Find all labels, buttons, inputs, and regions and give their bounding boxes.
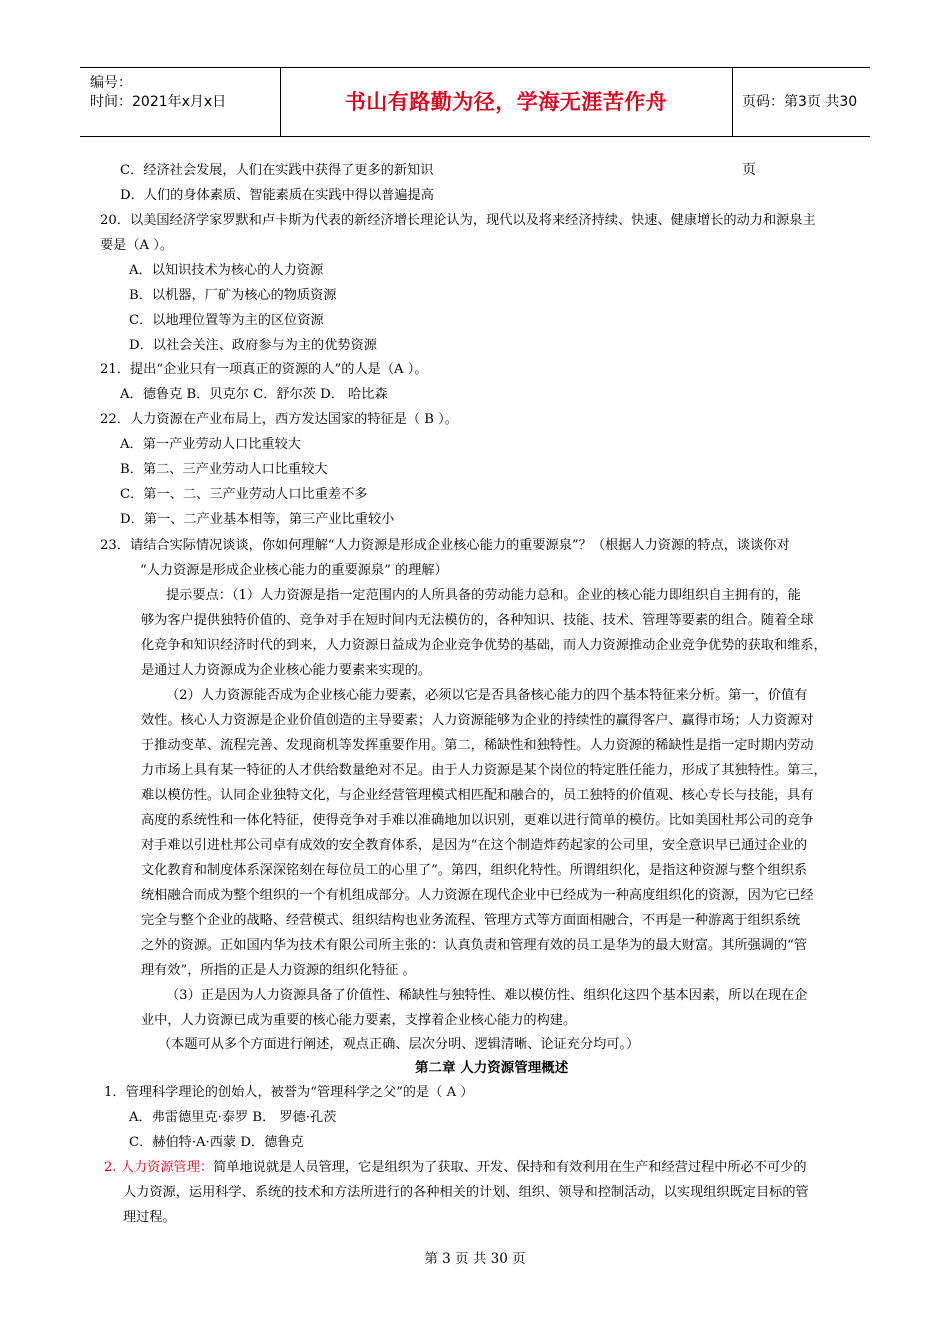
text-line: 力市场上具有某一特征的人才供给数量绝对不足。由于人力资源是某个岗位的特定胜任能力，形成了其独特性。第三，	[141, 763, 827, 778]
text-line: 够为客户提供独特价值的、竞争对手在短时间内无法模仿的，各种知识、技能、技术、管理等要素的组合。随着全球	[141, 613, 814, 628]
text-line: A．德鲁克 B．贝克尔 C．舒尔茨 D． 哈比森	[120, 387, 388, 402]
text-line: “人力资源是形成企业核心能力的重要源泉” 的理解）	[140, 563, 448, 578]
text-line: D．第一、二产业基本相等，第三产业比重较小	[120, 512, 395, 527]
text-line: 23．请结合实际情况谈谈，你如何理解“人力资源是形成企业核心能力的重要源泉”？（根据人力资源的特点，谈谈你对	[100, 538, 790, 553]
page-footer: 第 3 页 共 30 页	[424, 1251, 526, 1267]
text-line: 1．管理科学理论的创始人，被誉为“管理科学之父”的是（ A ）	[104, 1085, 474, 1100]
text-line: B．第二、三产业劳动人口比重较大	[120, 462, 328, 477]
text-line: C．经济社会发展，人们在实践中获得了更多的新知识	[120, 163, 434, 178]
text-line: D．人们的身体素质、智能素质在实践中得以普遍提高	[120, 188, 434, 203]
text-line: B．以机器，厂矿为核心的物质资源	[129, 288, 337, 303]
text-line: 21．提出“企业只有一项真正的资源的人”的人是（A ）。	[100, 362, 428, 377]
text-line: 文化教育和制度体系深深铭刻在每位员工的心里了”。第四，组织化特性。所谓组织化，是指这种资源与整个组织系	[141, 863, 808, 878]
text-line: 高度的系统性和一体化特征，使得竞争对手难以准确地加以识别，更难以进行简单的模仿。比如美国杜邦公司的竞争	[141, 813, 814, 828]
text-line: 提示要点：（1）人力资源是指一定范围内的人所具备的劳动能力总和。企业的核心能力即组织自主拥有的，能	[166, 588, 801, 603]
number-label: 编号：	[90, 75, 132, 91]
text-line: （3）正是因为人力资源具备了价值性、稀缺性与独特性、难以模仿性、组织化这四个基本因素，所以在现在企	[166, 988, 808, 1003]
text-line: 对手难以引进杜邦公司卓有成效的安全教育体系，是因为“在这个制造炸药起家的公司里，安全意识早已通过企业的	[141, 838, 808, 853]
text-line: 22．人力资源在产业布局上，西方发达国家的特征是（ B ）。	[100, 412, 458, 427]
text-line: 理过程。	[123, 1210, 176, 1225]
text-line: C．赫伯特·A·西蒙 D．德鲁克	[129, 1135, 304, 1150]
text-line: 要是（A ）。	[100, 238, 174, 253]
header-motto: 书山有路勤为径，学海无涯苦作舟	[280, 68, 733, 136]
text-line: 理有效”，所指的正是人力资源的组织化特征 。	[141, 963, 416, 978]
text-line: 20．以美国经济学家罗默和卢卡斯为代表的新经济增长理论认为，现代以及将来经济持续、快速、健康增长的动力和源泉主	[100, 213, 816, 228]
definition-label: 2. 人力资源管理：	[104, 1160, 214, 1175]
text-line: 完全与整个企业的战略、经营模式、组织结构也业务流程、管理方式等方面面相融合，不再是一种游离于组织系统	[141, 913, 801, 928]
text-line: 难以模仿性。认同企业独特文化，与企业经营管理模式相匹配和融合的，员工独特的价值观、核心专长与技能，具有	[141, 788, 814, 803]
text-line: 效性。核心人力资源是企业价值创造的主导要素；人力资源能够为企业的持续性的赢得客户、赢得市场；人力资源对	[141, 713, 814, 728]
header-page-info: 页码：第3页 共30页	[742, 94, 858, 178]
text-line: 化竞争和知识经济时代的到来，人力资源日益成为企业竞争优势的基础，而人力资源推动企业竞争优势的获取和维系，	[141, 638, 827, 653]
text-line: 于推动变革、流程完善、发现商机等发挥重要作用。第二，稀缺性和独特性。人力资源的稀缺性是指一定时期内劳动	[141, 738, 814, 753]
text-line: A．以知识技术为核心的人力资源	[129, 263, 324, 278]
text-line: （2）人力资源能否成为企业核心能力要素，必须以它是否具备核心能力的四个基本特征来分析。第一，价值有	[166, 688, 808, 703]
time-label: 时间：2021年x月x日	[90, 94, 227, 110]
text-line: （本题可从多个方面进行阐述，观点正确、层次分明、逻辑清晰、论证充分均可。）	[158, 1037, 640, 1052]
text-line: C．第一、二、三产业劳动人口比重差不多	[120, 487, 368, 502]
text-line: 人力资源，运用科学、系统的技术和方法所进行的各种相关的计划、组织、领导和控制活动，以实现组织既定目标的管	[123, 1185, 809, 1200]
text-line: C．以地理位置等为主的区位资源	[129, 313, 324, 328]
text-line: A．弗雷德里克·泰罗 B． 罗德·孔茨	[129, 1110, 337, 1125]
text-line: A．第一产业劳动人口比重较大	[120, 437, 301, 452]
text-line: 统相融合而成为整个组织的一个有机组成部分。人力资源在现代企业中已经成为一种高度组织化的资源，因为它已经	[141, 888, 814, 903]
text-line: 业中，人力资源已成为重要的核心能力要素，支撑着企业核心能力的构建。	[141, 1013, 577, 1028]
definition-line	[104, 1158, 807, 1178]
text-line: 之外的资源。正如国内华为技术有限公司所主张的：认真负责和管理有效的员工是华为的最大财富。其所强调的“管	[141, 938, 808, 953]
text-line: 是通过人力资源成为企业核心能力要素来实现的。	[141, 663, 432, 678]
definition-text: 简单地说就是人员管理，它是组织为了获取、开发、保持和有效利用在生产和经营过程中所必不可少的	[213, 1160, 807, 1175]
text-line: D．以社会关注、政府参与为主的优势资源	[129, 338, 377, 353]
chapter-title: 第二章 人力资源管理概述	[415, 1060, 569, 1076]
header-meta	[80, 68, 281, 136]
